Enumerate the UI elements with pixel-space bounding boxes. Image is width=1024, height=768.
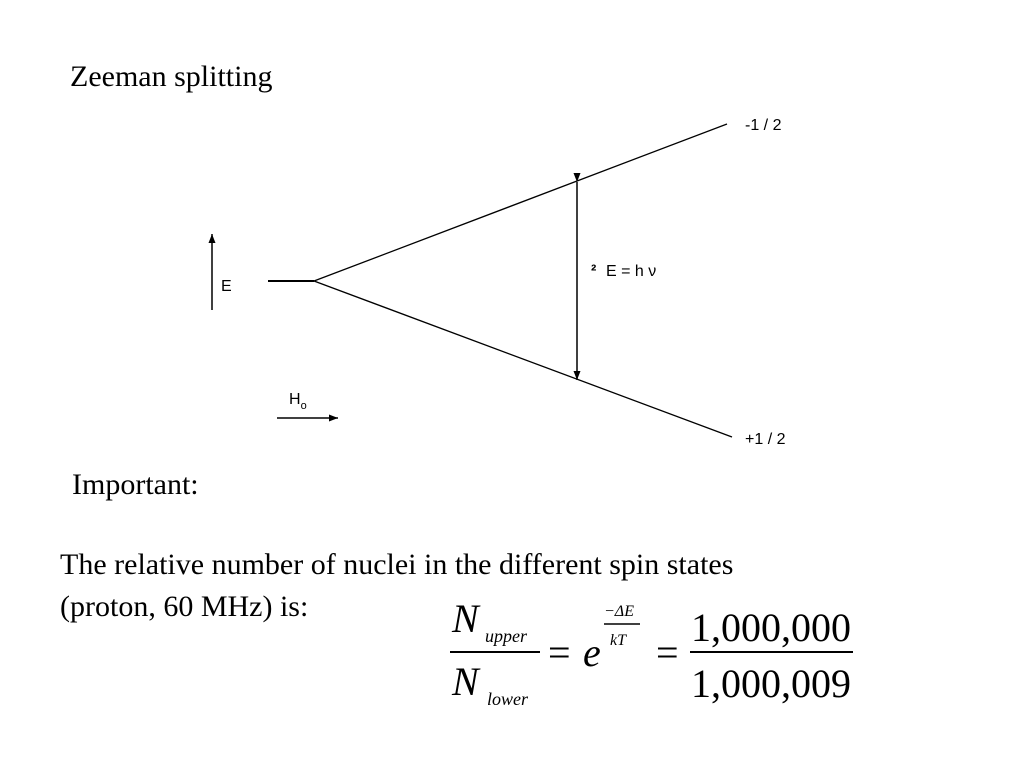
ratio-denominator: 1,000,009 bbox=[691, 661, 851, 706]
n-lower-subscript: lower bbox=[487, 689, 529, 709]
field-label: $H_o$ bbox=[289, 391, 307, 412]
transition-energy-label: E = h ν bbox=[606, 263, 657, 280]
ratio-numerator: 1,000,000 bbox=[691, 605, 851, 650]
equals-sign-1: = bbox=[548, 630, 571, 675]
n-lower: N bbox=[452, 659, 479, 704]
exponent-numerator: −ΔE bbox=[604, 603, 634, 620]
important-heading: Important: bbox=[72, 468, 199, 501]
body-text-line-2: (proton, 60 MHz) is: bbox=[60, 590, 309, 623]
exponent-denominator: kT bbox=[610, 632, 626, 649]
lower-level-label: +1 / 2 bbox=[745, 431, 786, 448]
upper-level-label: -1 / 2 bbox=[745, 117, 782, 134]
equals-sign-2: = bbox=[656, 630, 679, 675]
n-upper-subscript: upper bbox=[485, 626, 527, 646]
page-title: Zeeman splitting bbox=[70, 60, 273, 93]
n-upper: N bbox=[452, 596, 479, 641]
upper-level-line bbox=[314, 124, 727, 281]
lower-level-line bbox=[314, 281, 732, 437]
e-symbol: e bbox=[583, 630, 601, 675]
delta-symbol: ² bbox=[591, 263, 597, 280]
energy-axis-label: E bbox=[221, 278, 232, 295]
body-text-line-1: The relative number of nuclei in the different spin states bbox=[60, 548, 734, 581]
population-equation bbox=[450, 596, 853, 709]
